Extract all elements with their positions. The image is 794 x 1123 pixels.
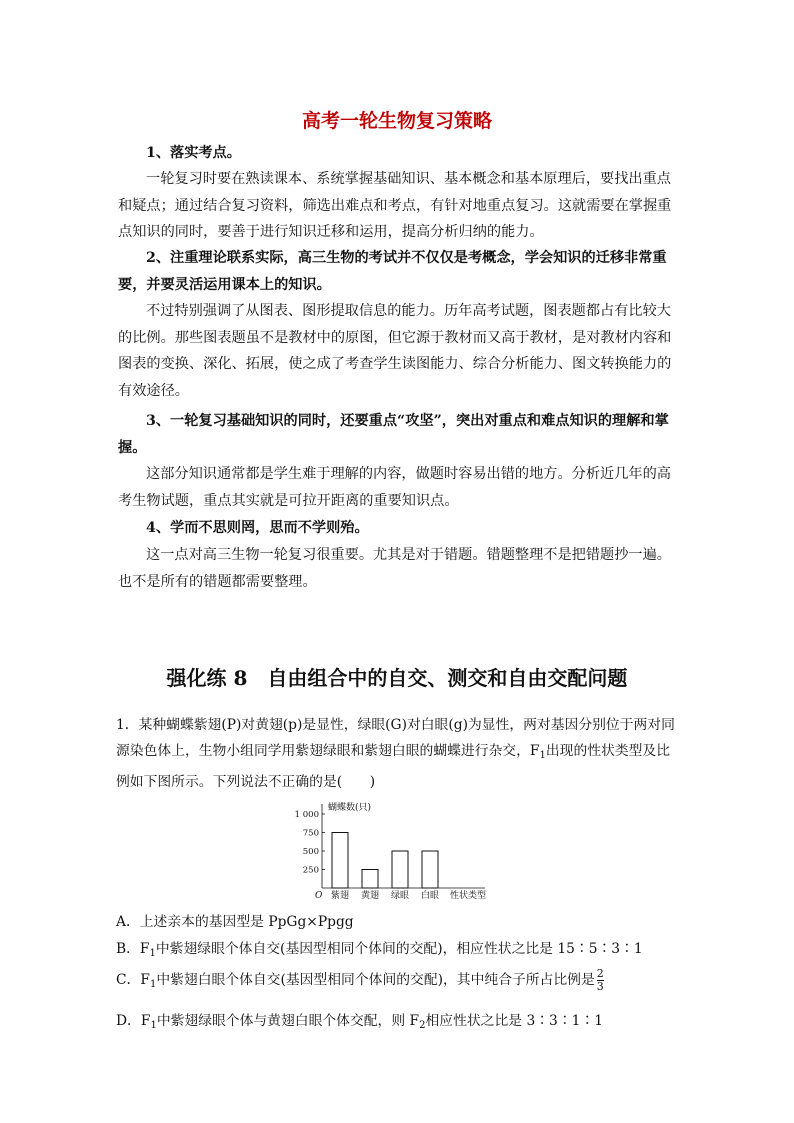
chart-xtick-label: 绿眼 (390, 891, 410, 901)
chart-ytick-label: 1 000 (294, 810, 319, 820)
chart-ytick-label: 500 (302, 847, 319, 857)
section-2-heading: 2、注重理论联系实际，高三生物的考试并不仅仅是考概念，学会知识的迁移非常重要，并要灵活运用课本上的知识。 (118, 250, 667, 293)
option-d-mid: 中紫翅绿眼个体与黄翅白眼个体交配，则 F (156, 1013, 420, 1029)
practice-title: 强化练 8 自由组合中的自交、测交和自由交配问题 (166, 666, 628, 690)
option-d-pre: D．F (116, 1013, 151, 1029)
option-b (116, 937, 643, 959)
option-d-post: 相应性状之比是 3∶3∶1∶1 (425, 1013, 603, 1029)
chart-xlabel: 性状类型 (450, 891, 487, 901)
option-c-pre: C．F (116, 972, 150, 988)
chart-ytick-label: 250 (302, 865, 319, 876)
option-d (116, 1009, 603, 1031)
section-4-heading: 4、学而不思则罔，思而不学则殆。 (146, 520, 369, 536)
chart-ylabel: 蝴蝶数(只) (328, 803, 372, 813)
bar-chart (290, 800, 500, 904)
question-1-sub: 1 (539, 750, 546, 761)
option-d-sub: 1 (150, 1020, 157, 1031)
option-b-post: 中紫翅绿眼个体自交(基因型相同个体间的交配)，相应性状之比是 15∶5∶3∶1 (155, 941, 643, 957)
chart-origin: O (315, 891, 323, 901)
chart-xtick-label: 紫翅 (330, 891, 350, 901)
option-c-post: 中紫翅白眼个体自交(基因型相同个体间的交配)，其中纯合子所占比例是 (156, 972, 595, 988)
chart-bar (422, 851, 438, 888)
option-c-sub: 1 (149, 979, 157, 990)
chart-bar (332, 833, 348, 889)
option-c-fraction (597, 968, 604, 993)
question-1 (116, 712, 682, 795)
section-3-heading: 3、一轮复习基础知识的同时，还要重点“攻坚”，突出对重点和难点知识的理解和掌握。 (118, 413, 669, 456)
chart-xtick-label: 黄翅 (360, 891, 380, 901)
chart-bar (392, 851, 408, 888)
option-b-sub: 1 (149, 948, 156, 959)
chart-xtick-label: 白眼 (420, 891, 440, 901)
chart-bar (362, 870, 378, 889)
option-b-pre: B．F (116, 941, 150, 957)
section-3-body: 这部分知识通常都是学生难于理解的内容，做题时容易出错的地方。分析近几年的高考生物试题，重点其实就是可拉开距离的重要知识点。 (118, 466, 671, 509)
fraction-denominator: 3 (596, 980, 604, 993)
option-c (116, 968, 604, 993)
section-1-body: 一轮复习时要在熟读课本、系统掌握基础知识、基本概念和基本原理后，要找出重点和疑点；通过结合复习资料，筛选出难点和考点，有针对地重点复习。这就需要在掌握重点知识的同时，要善于进行知识迁移和运用，提高分析归纳的能力。 (118, 171, 672, 240)
section-1-heading: 1、落实考点。 (146, 145, 241, 161)
question-1-text-a: 1．某种蝴蝶紫翅(P)对黄翅(p)是显性，绿眼(G)对白眼(g)为显性，两对基因分别位于两对同源染色体上，生物小组同学用紫翅绿眼和紫翅白眼的蝴蝶进行杂交，F (116, 717, 675, 759)
option-d-sub2: 2 (419, 1020, 426, 1031)
section-2-body: 不过特别强调了从图表、图形提取信息的能力。历年高考试题，图表题都占有比较大的比例。那些图表题虽不是教材中的原图，但它源于教材而又高于教材，是对教材内容和图表的变换、深化、拓展，使之成了考查学生读图能力、综合分析能力、图文转换能力的有效途径。 (118, 303, 672, 399)
fraction-numerator: 2 (596, 967, 604, 980)
question-1-text-b: 出现的性状类型及比例如下图所示。下列说法不正确的是( ) (116, 743, 671, 790)
option-a: A．上述亲本的基因型是 PpGg×Ppgg (116, 914, 354, 930)
section-4-body: 这一点对高三生物一轮复习很重要。尤其是对于错题。错题整理不是把错题抄一遍。也不是所有的错题都需要整理。 (118, 547, 671, 590)
doc-title: 高考一轮生物复习策略 (301, 110, 492, 132)
chart-ytick-label: 750 (302, 828, 319, 839)
